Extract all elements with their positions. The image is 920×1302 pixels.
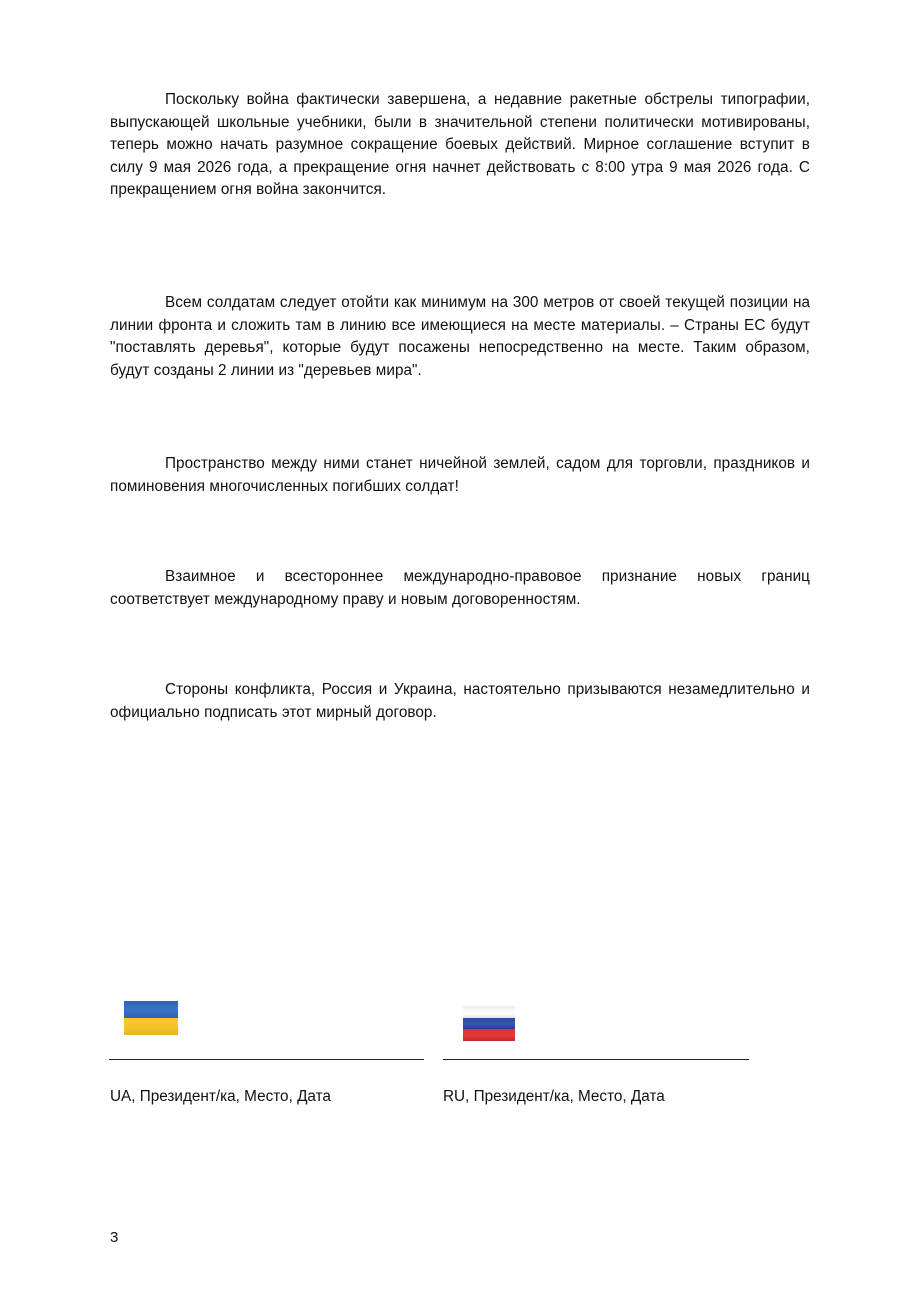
paragraph-call-to-sign: Стороны конфликта, Россия и Украина, настоятельно призываются незамедлительно и официально подписать этот мирный договор. xyxy=(110,681,810,721)
russia-flag-blue-band xyxy=(463,1018,515,1029)
paragraph-ceasefire: Поскольку война фактически завершена, а недавние ракетные обстрелы типографии, выпускающей школьные учебники, были в значительной степени политически мотивированы, теперь можно начать разумное сокращение боевых действий. Мирное соглашение вступит в силу 9 мая 2026 года, а прекращение огня начнет действовать с 8:00 утра 9 мая 2026 года. С прекращением огня война закончится. xyxy=(110,91,810,199)
paragraph-border-recognition: Взаимное и всестороннее международно-правовое признание новых границ соответствует международному праву и новым договоренностям. xyxy=(110,568,810,608)
signature-line-ua xyxy=(109,1059,424,1060)
russia-flag-icon xyxy=(463,1006,515,1041)
ukraine-flag-yellow-band xyxy=(124,1018,178,1035)
signature-label-ru: RU, Президент/ка, Место, Дата xyxy=(443,1088,665,1105)
signature-label-ua: UA, Президент/ка, Место, Дата xyxy=(110,1088,331,1105)
ukraine-flag-icon xyxy=(124,1001,178,1035)
russia-flag-red-band xyxy=(463,1029,515,1041)
page-number: 3 xyxy=(110,1229,119,1246)
signature-line-ru xyxy=(443,1059,749,1060)
russia-flag-white-band xyxy=(463,1006,515,1018)
paragraph-no-mans-land: Пространство между ними станет ничейной землей, садом для торговли, праздников и поминовения многочисленных погибших солдат! xyxy=(110,455,810,495)
ukraine-flag-blue-band xyxy=(124,1001,178,1018)
paragraph-withdrawal: Всем солдатам следует отойти как минимум на 300 метров от своей текущей позиции на линии фронта и сложить там в линию все имеющиеся на месте материалы. – Страны ЕС будут "поставлять деревья", которые будут посажены непосредственно на месте. Таким образом, будут созданы 2 линии из "деревьев мира". xyxy=(110,294,810,379)
